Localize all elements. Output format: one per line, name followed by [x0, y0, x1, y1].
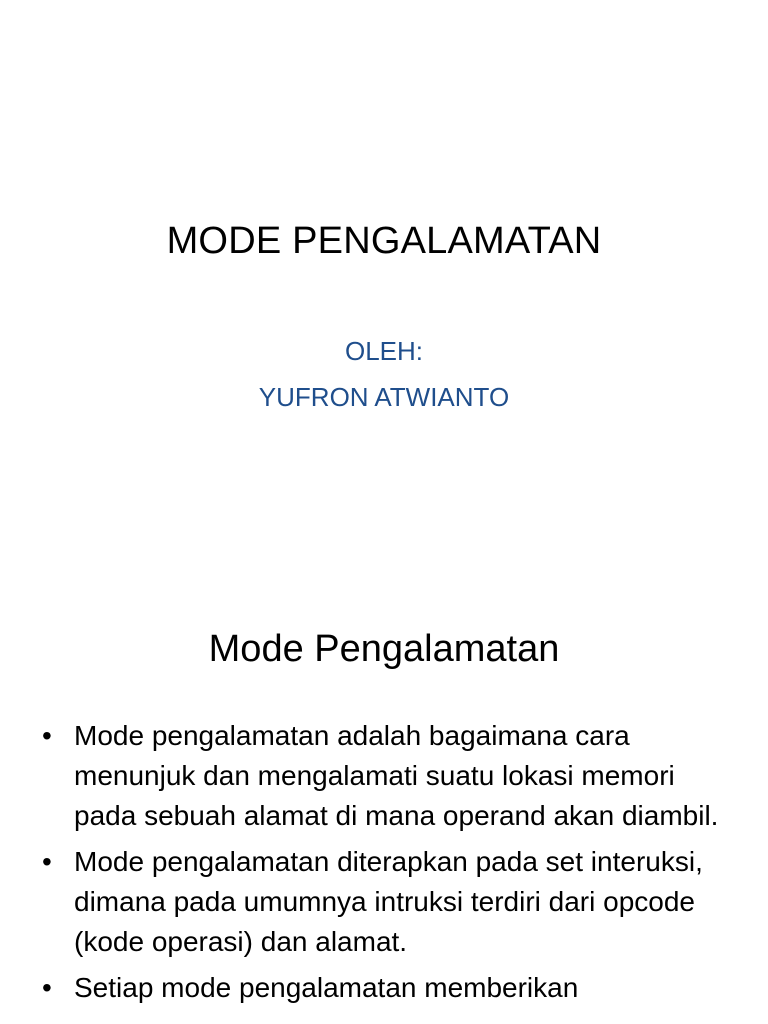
bullet-list: [42, 716, 742, 1014]
slide-title: MODE PENGALAMATAN: [166, 220, 602, 262]
bullet-icon: •: [42, 846, 52, 877]
bullet-item: [42, 716, 742, 836]
author-name: YUFRON ATWIANTO: [258, 382, 510, 412]
bullet-item: [42, 968, 742, 1008]
author-label: OLEH:: [344, 336, 424, 366]
content-slide-title: Mode Pengalamatan: [208, 628, 560, 670]
bullet-text: Mode pengalamatan diterapkan pada set interuksi, dimana pada umumnya intruksi terdiri dari opcode (kode operasi) dan alamat.: [74, 846, 703, 957]
bullet-item: [42, 842, 742, 962]
content-slide: [0, 576, 768, 1024]
bullet-text: Setiap mode pengalamatan memberikan: [74, 972, 579, 1003]
bullet-icon: •: [42, 720, 52, 751]
bullet-text: Mode pengalamatan adalah bagaimana cara menunjuk dan mengalamati suatu lokasi memori pada sebuah alamat di mana operand akan diambil.: [74, 720, 719, 831]
bullet-icon: •: [42, 972, 52, 1003]
